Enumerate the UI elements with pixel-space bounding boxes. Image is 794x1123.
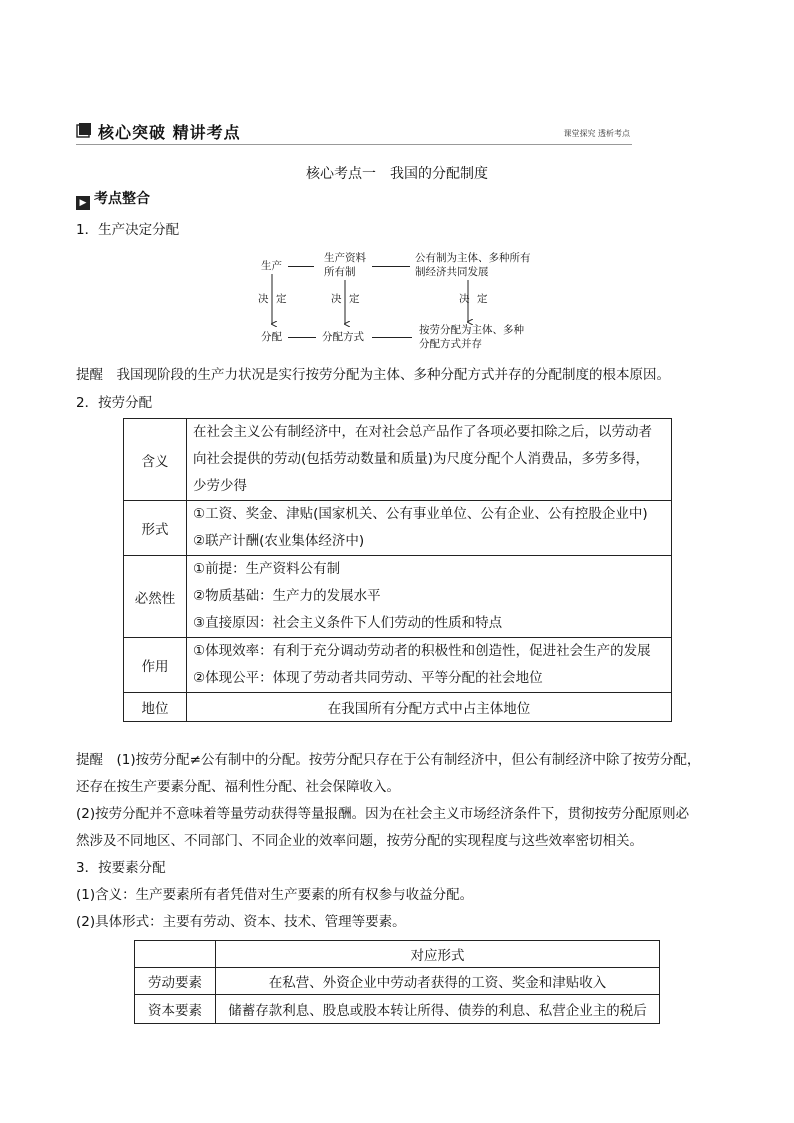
diag-anlao-1: 按劳分配为主体、多种 [419, 324, 524, 336]
diag-gongyou-2: 制经济共同发展 [415, 266, 489, 278]
s3-heading: 3．按要素分配 [76, 860, 166, 876]
diag-ding: 定 [276, 293, 287, 305]
diag-connector [372, 337, 412, 338]
s2-tip-line: 然涉及不同地区、不同部门、不同企业的效率问题，按劳分配的实现程度与这些效率密切相关。 [76, 833, 643, 849]
header-right-label: 课堂探究 透析考点 [563, 129, 630, 138]
diag-jue: 决 [459, 293, 470, 305]
diag-gongyou-1: 公有制为主体、多种所有 [415, 252, 531, 264]
play-icon: ▶ [76, 196, 90, 210]
s2-tip-line: (2)按劳分配并不意味着等量劳动获得等量报酬。因为在社会主义市场经济条件下，贯彻按劳分配原则必 [76, 806, 690, 822]
page-title: 核心考点一 我国的分配制度 [306, 166, 488, 182]
s3-line: (1)含义：生产要素所有者凭借对生产要素的所有权参与收益分配。 [76, 887, 474, 903]
diag-jue: 决 [258, 293, 269, 305]
yaosu-table [134, 940, 660, 1024]
diag-fenpei: 分配 [261, 331, 282, 343]
diag-anlao-2: 分配方式并存 [419, 338, 482, 350]
row-label: 作用 [124, 638, 187, 693]
row-label: 地位 [124, 693, 187, 722]
production-distribution-diagram [0, 0, 794, 360]
table-row [135, 968, 660, 995]
row-content: ①前提：生产资料公有制 ②物质基础：生产力的发展水平 ③直接原因：社会主义条件下人们劳动的性质和特点 [187, 556, 672, 638]
row-content: ①体现效率：有利于充分调动劳动者的积极性和创造性，促进社会生产的发展 ②体现公平：体现了劳动者共同劳动、平等分配的社会地位 [187, 638, 672, 693]
s3-line: (2)具体形式：主要有劳动、资本、技术、管理等要素。 [76, 914, 406, 930]
row-label: 形式 [124, 501, 187, 556]
row-label: 劳动要素 [135, 968, 216, 995]
s2-heading: 2．按劳分配 [76, 395, 153, 411]
diag-ziliao-1: 生产资料 [324, 252, 366, 264]
table-row [124, 501, 672, 556]
subheading: ▶ 考点整合 [76, 188, 150, 210]
row-content: 在社会主义公有制经济中，在对社会总产品作了各项必要扣除之后，以劳动者 向社会提供的劳动(包括劳动数量和质量)为尺度分配个人消费品，多劳多得， 少劳少得 [187, 419, 672, 501]
diag-ding: 定 [349, 293, 360, 305]
s2-tip-line: 还存在按生产要素分配、福利性分配、社会保障收入。 [76, 779, 400, 795]
s1-heading: 1．生产决定分配 [76, 222, 180, 238]
row-content: 在私营、外资企业中劳动者获得的工资、奖金和津贴收入 [216, 968, 660, 995]
row-label: 含义 [124, 419, 187, 501]
s2-tip-line: 提醒 (1)按劳分配≠公有制中的分配。按劳分配只存在于公有制经济中，但公有制经济中除了按劳分配， [76, 752, 701, 768]
diag-jue: 决 [331, 293, 342, 305]
table-row [124, 556, 672, 638]
header-cell [135, 941, 216, 968]
s1-tip: 提醒 我国现阶段的生产力状况是实行按劳分配为主体、多种分配方式并存的分配制度的根本原因。 [76, 367, 670, 383]
header-title: 核心突破 精讲考点 [98, 123, 241, 142]
row-content: ①工资、奖金、津贴(国家机关、公有事业单位、公有企业、公有控股企业中) ②联产计酬(农业集体经济中) [187, 501, 672, 556]
diag-ziliao-2: 所有制 [324, 266, 356, 278]
table-row [124, 419, 672, 501]
row-label: 资本要素 [135, 995, 216, 1024]
diag-ding: 定 [477, 293, 488, 305]
diag-arrows [0, 0, 794, 360]
table-header-row [135, 941, 660, 968]
diag-fangshi: 分配方式 [322, 331, 364, 343]
diag-connector [288, 337, 316, 338]
header-cell: 对应形式 [216, 941, 660, 968]
table-row [135, 995, 660, 1024]
diag-shengchan: 生产 [261, 260, 282, 272]
table-row [124, 693, 672, 722]
row-content: 在我国所有分配方式中占主体地位 [187, 693, 672, 722]
anlao-table [123, 418, 672, 722]
table-row [124, 638, 672, 693]
row-content: 储蓄存款利息、股息或股本转让所得、债券的利息、私营企业主的税后 [216, 995, 660, 1024]
row-label: 必然性 [124, 556, 187, 638]
